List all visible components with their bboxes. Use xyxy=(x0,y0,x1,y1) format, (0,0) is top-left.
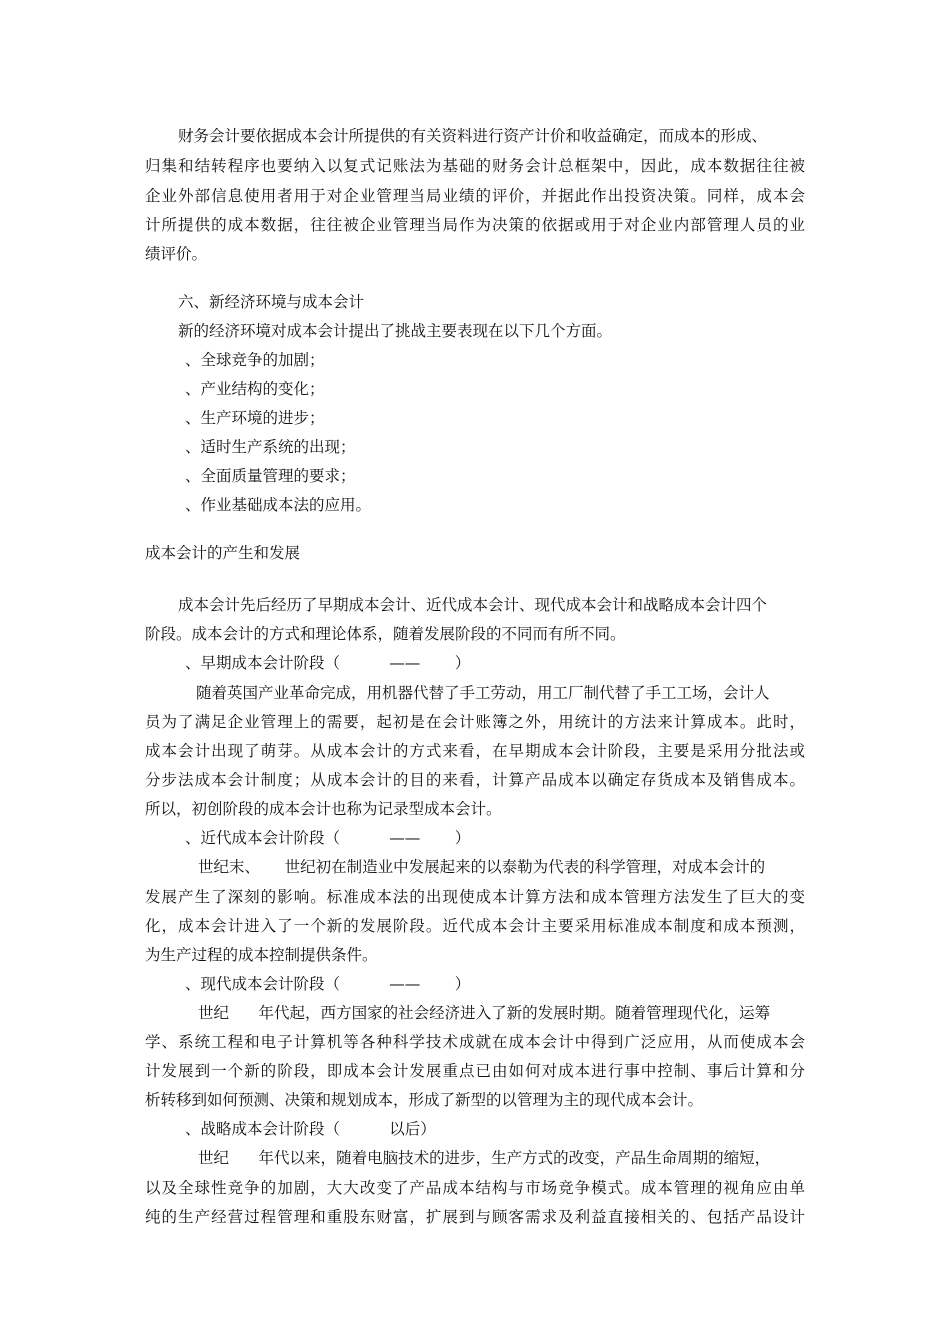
page-title: 成本会计的产生和发展 xyxy=(145,544,301,562)
p2-line-2: 阶段。成本会计的方式和理论体系，随着发展阶段的不同而有所不同。 xyxy=(145,625,626,643)
stage2-line-2: 发展产生了深刻的影响。标准成本法的出现使成本计算方法和成本管理方法发生了巨大的变 xyxy=(145,888,805,906)
stage2-heading: 、近代成本会计阶段（ —— ） xyxy=(185,829,471,847)
p2-line-1: 成本会计先后经历了早期成本会计、近代成本会计、现代成本会计和战略成本会计四个 xyxy=(178,596,768,614)
stage2-line-1: 世纪末、 世纪初在制造业中发展起来的以泰勒为代表的科学管理，对成本会计的 xyxy=(198,858,766,876)
p1-line-4: 计所提供的成本数据，往往被企业管理当局作为决策的依据或用于对企业内部管理人员的业 xyxy=(145,216,805,234)
section6-item-3: 、生产环境的进步； xyxy=(185,409,325,427)
p1-line-5: 绩评价。 xyxy=(145,245,208,263)
section6-item-5: 、全面质量管理的要求； xyxy=(185,467,356,485)
stage4-line-3: 纯的生产经营过程管理和重股东财富，扩展到与顾客需求及利益直接相关的、包括产品设计 xyxy=(145,1208,805,1226)
section6-item-1: 、全球竞争的加剧； xyxy=(185,351,325,369)
stage3-line-2: 学、系统工程和电子计算机等各种科学技术成就在成本会计中得到广泛应用，从而使成本会 xyxy=(145,1033,805,1051)
stage1-line-4: 分步法成本会计制度；从成本会计的目的来看，计算产品成本以确定存货成本及销售成本。 xyxy=(145,771,805,789)
stage1-line-5: 所以，初创阶段的成本会计也称为记录型成本会计。 xyxy=(145,800,502,818)
stage4-heading: 、战略成本会计阶段（ 以后） xyxy=(185,1120,436,1138)
stage1-line-3: 成本会计出现了萌芽。从成本会计的方式来看，在早期成本会计阶段，主要是采用分批法或 xyxy=(145,742,805,760)
p1-line-2: 归集和结转程序也要纳入以复式记账法为基础的财务会计总框架中，因此，成本数据往往被 xyxy=(145,157,805,175)
section6-intro: 新的经济环境对成本会计提出了挑战主要表现在以下几个方面。 xyxy=(178,322,613,340)
stage1-line-2: 员为了满足企业管理上的需要，起初是在会计账簿之外，用统计的方法来计算成本。此时， xyxy=(145,713,805,731)
p1-line-3: 企业外部信息使用者用于对企业管理当局业绩的评价，并据此作出投资决策。同样，成本会 xyxy=(145,187,805,205)
stage2-line-4: 为生产过程的成本控制提供条件。 xyxy=(145,946,378,964)
section6-item-6: 、作业基础成本法的应用。 xyxy=(185,496,372,514)
p1-line-1: 财务会计要依据成本会计所提供的有关资料进行资产计价和收益确定，而成本的形成、 xyxy=(178,127,768,145)
stage3-line-4: 析转移到如何预测、决策和规划成本，形成了新型的以管理为主的现代成本会计。 xyxy=(145,1091,704,1109)
section6-item-2: 、产业结构的变化； xyxy=(185,380,325,398)
stage2-line-3: 化，成本会计进入了一个新的发展阶段。近代成本会计主要采用标准成本制度和成本预测， xyxy=(145,917,805,935)
stage3-line-1: 世纪 年代起，西方国家的社会经济进入了新的发展时期。随着管理现代化，运筹 xyxy=(198,1004,771,1022)
stage4-line-2: 以及全球性竞争的加剧，大大改变了产品成本结构与市场竞争模式。成本管理的视角应由单 xyxy=(145,1179,805,1197)
stage4-line-1: 世纪 年代以来，随着电脑技术的进步，生产方式的改变，产品生命周期的缩短， xyxy=(198,1149,771,1167)
stage3-heading: 、现代成本会计阶段（ —— ） xyxy=(185,975,471,993)
stage3-line-3: 计发展到一个新的阶段，即成本会计发展重点已由如何对成本进行事中控制、事后计算和分 xyxy=(145,1062,805,1080)
stage1-heading: 、早期成本会计阶段（ —— ） xyxy=(185,654,471,672)
stage1-line-1: 随着英国产业革命完成，用机器代替了手工劳动，用工厂制代替了手工工场，会计人 xyxy=(196,684,770,702)
section6-heading: 六、新经济环境与成本会计 xyxy=(178,293,365,311)
section6-item-4: 、适时生产系统的出现； xyxy=(185,438,356,456)
